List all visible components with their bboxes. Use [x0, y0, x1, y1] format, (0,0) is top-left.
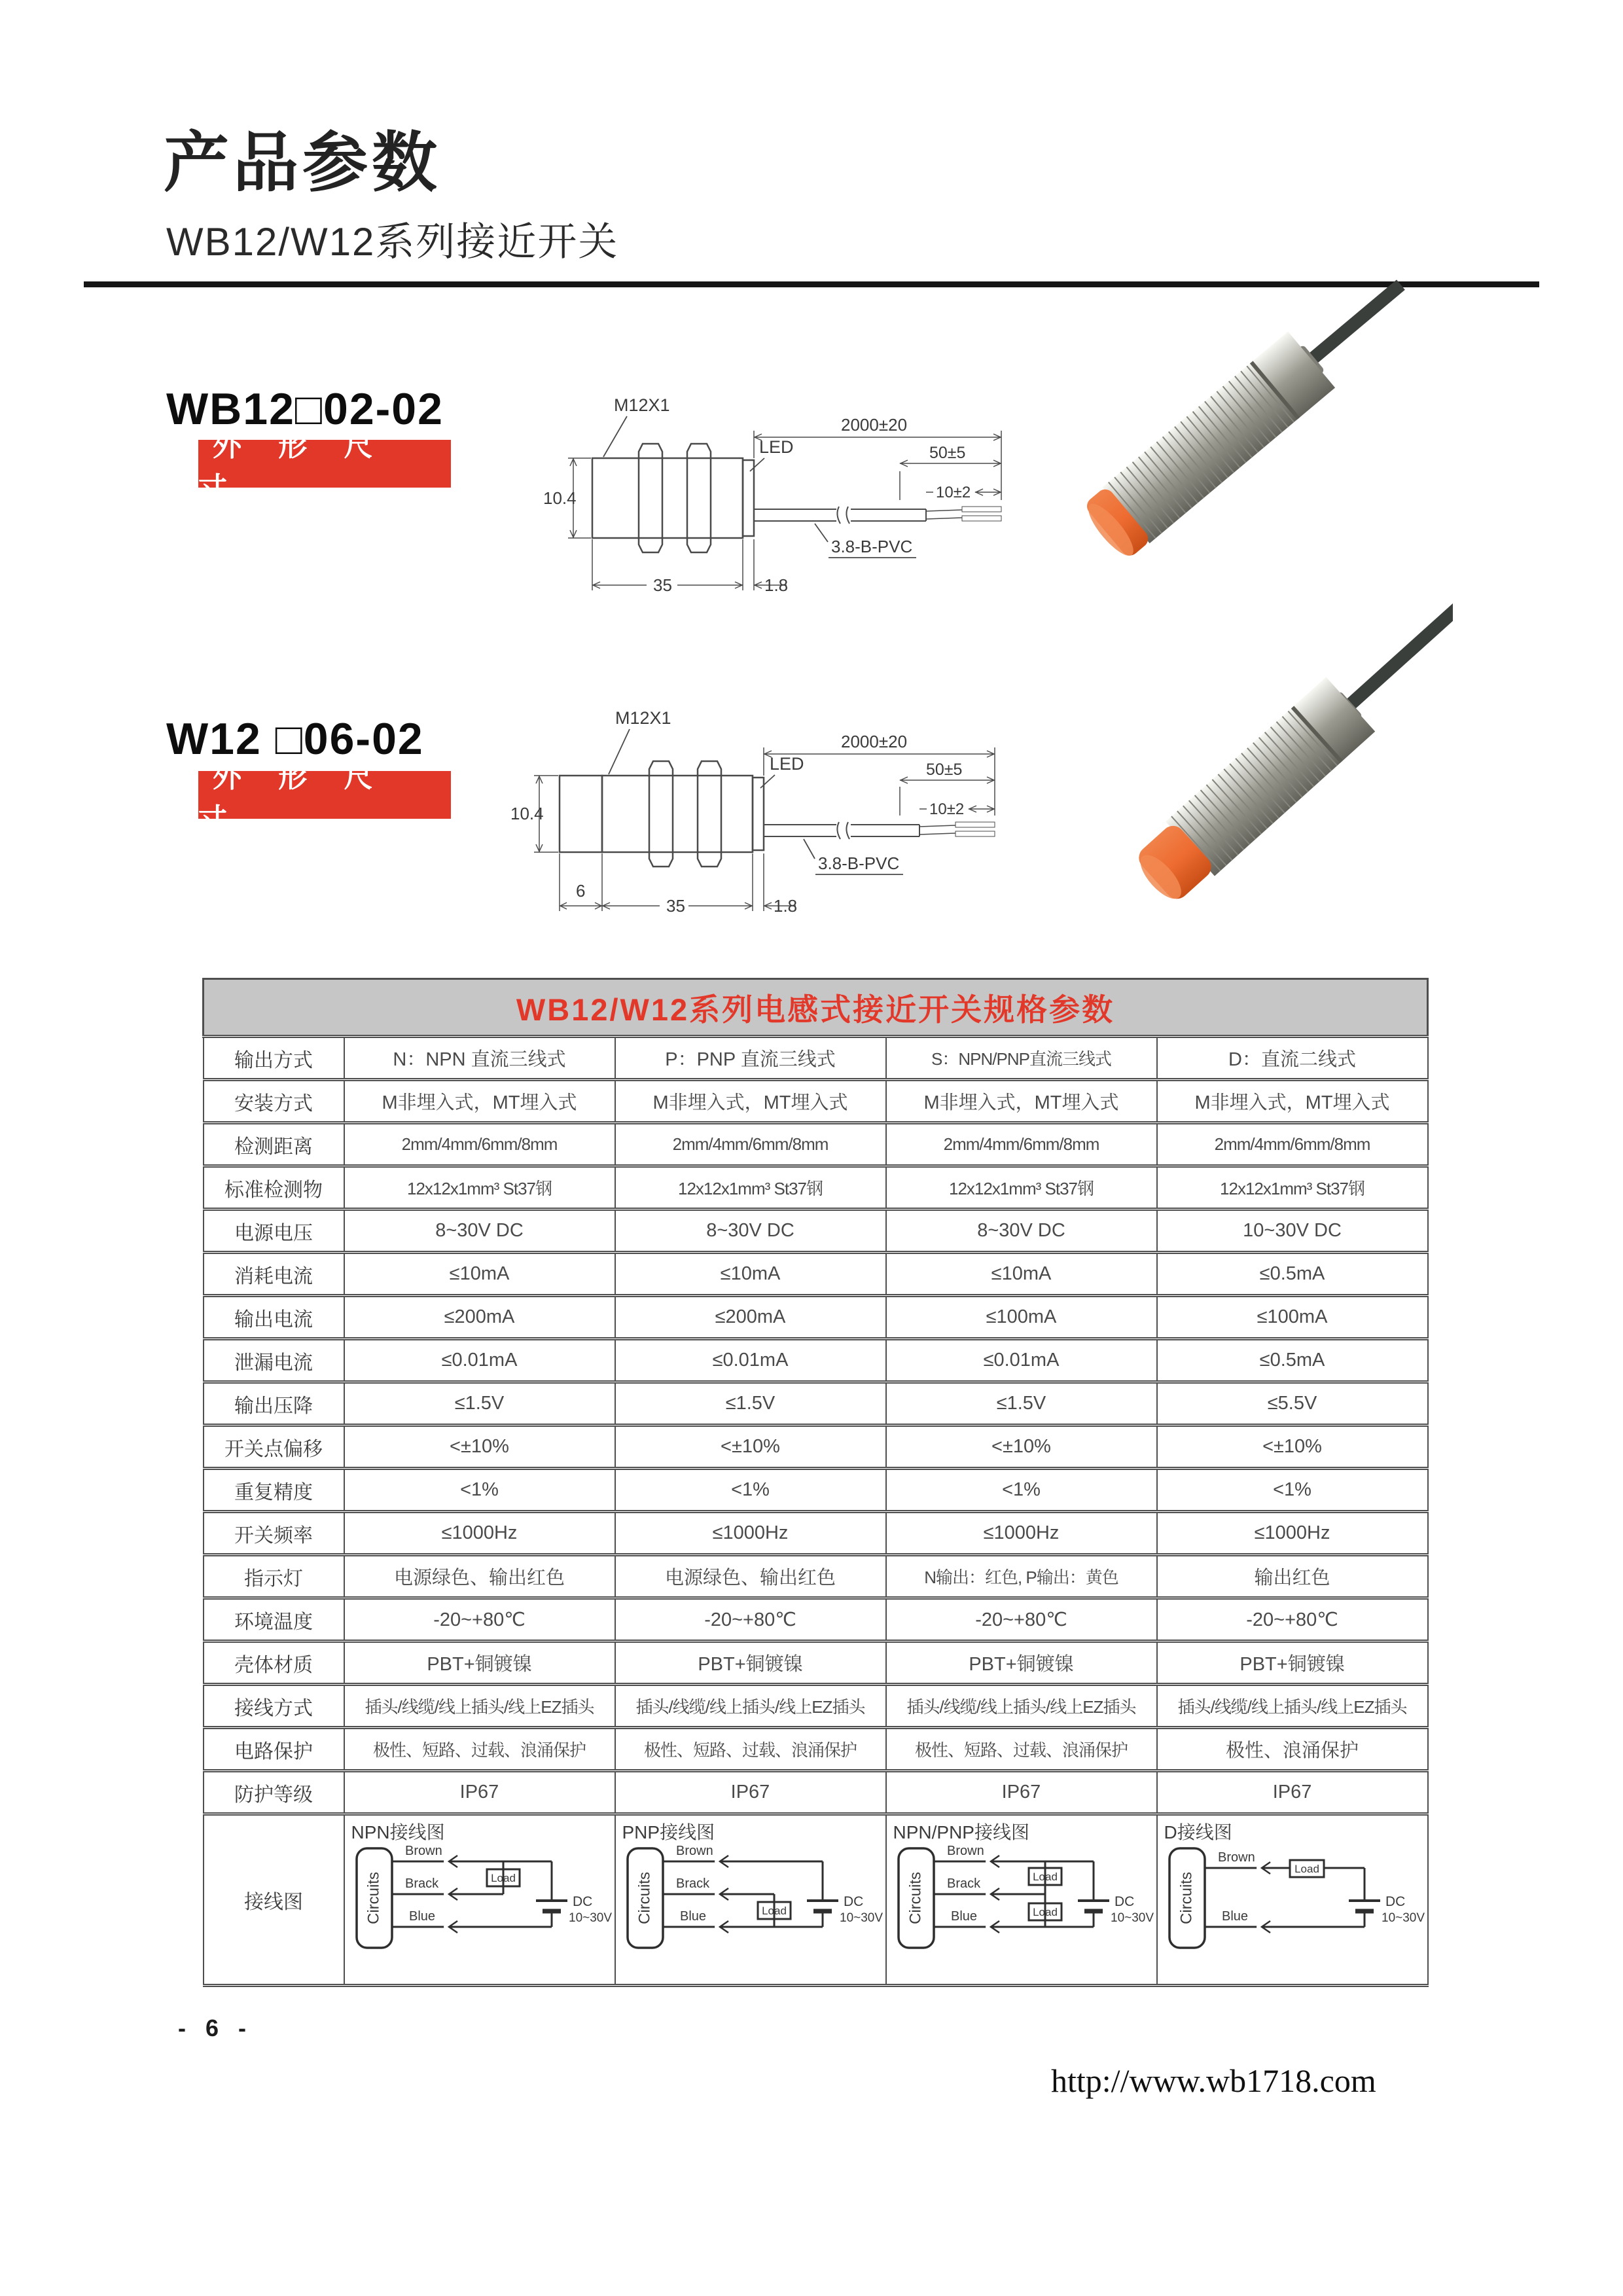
- svg-text:DC: DC: [572, 1894, 592, 1909]
- wire-length-dim: 50±5: [929, 444, 966, 462]
- wiring-cell-pnp: [615, 1814, 886, 1986]
- svg-text:Blue: Blue: [1221, 1909, 1248, 1924]
- svg-text:Brown: Brown: [675, 1844, 713, 1858]
- cable-length-dim: 2000±20: [841, 732, 908, 751]
- spec-table: [202, 978, 1429, 1987]
- spec-row: [204, 1210, 1428, 1253]
- svg-text:DC: DC: [1385, 1894, 1405, 1909]
- led-label: LED: [759, 437, 794, 457]
- spec-row: [204, 1641, 1428, 1685]
- spec-cell: -20~+80℃: [886, 1598, 1157, 1641]
- wiring-title-d: D接线图: [1164, 1822, 1232, 1842]
- spec-cell: <±10%: [344, 1426, 615, 1469]
- spec-row-label: 标准检测物: [204, 1166, 344, 1210]
- spec-row: [204, 1426, 1428, 1469]
- model-code-w12: W12 □06-02: [166, 714, 424, 764]
- spec-cell: 8~30V DC: [344, 1210, 615, 1253]
- spec-row-label: 检测距离: [204, 1123, 344, 1166]
- svg-text:Load: Load: [490, 1872, 516, 1884]
- wiring-row: [204, 1814, 1428, 1986]
- spec-cell: ≤10mA: [615, 1253, 886, 1296]
- spec-cell: 极性、短路、过载、浪涌保护: [344, 1728, 615, 1771]
- svg-text:Circuits: Circuits: [906, 1871, 924, 1925]
- svg-text:Brown: Brown: [946, 1844, 984, 1858]
- spec-table-title-row: [204, 979, 1428, 1037]
- spec-cell: IP67: [1157, 1771, 1428, 1814]
- page-title: 产品参数: [164, 126, 441, 200]
- spec-cell: ≤200mA: [615, 1296, 886, 1339]
- wiring-cell-npn-pnp: [886, 1814, 1157, 1986]
- svg-text:Load: Load: [1032, 1871, 1058, 1883]
- spec-cell: -20~+80℃: [1157, 1598, 1428, 1641]
- cable-length-dim: 2000±20: [841, 415, 908, 435]
- body-length-dim: 35: [666, 896, 685, 916]
- cable-spec-label: 3.8-B-PVC: [818, 853, 900, 873]
- svg-text:Circuits: Circuits: [364, 1871, 382, 1925]
- spec-row: [204, 1382, 1428, 1426]
- body-length-dim: 35: [653, 575, 672, 595]
- spec-cell: ≤100mA: [1157, 1296, 1428, 1339]
- spec-cell: M非埋入式，MT埋入式: [615, 1080, 886, 1123]
- spec-cell: 2mm/4mm/6mm/8mm: [886, 1123, 1157, 1166]
- svg-text:Blue: Blue: [679, 1909, 706, 1924]
- spec-row: [204, 1253, 1428, 1296]
- svg-text:DC: DC: [843, 1894, 863, 1909]
- svg-text:Circuits: Circuits: [1177, 1871, 1195, 1925]
- spec-cell: 插头/线缆/线上插头/线上EZ插头: [615, 1685, 886, 1728]
- spec-cell: 极性、浪涌保护: [1157, 1728, 1428, 1771]
- svg-text:10~30V: 10~30V: [839, 1911, 883, 1925]
- spec-row: [204, 1037, 1428, 1080]
- spec-row: [204, 1339, 1428, 1382]
- svg-text:Load: Load: [1032, 1906, 1058, 1918]
- spec-cell: <±10%: [615, 1426, 886, 1469]
- svg-text:Brack: Brack: [675, 1876, 709, 1891]
- spec-cell: D：直流二线式: [1157, 1037, 1428, 1080]
- spec-cell: M非埋入式，MT埋入式: [344, 1080, 615, 1123]
- wiring-cell-d: [1157, 1814, 1428, 1986]
- spec-table-title: WB12/W12系列电感式接近开关规格参数: [204, 979, 1428, 1037]
- diameter-dim: 10.4: [543, 488, 577, 508]
- spec-row-label: 指示灯: [204, 1555, 344, 1598]
- wiring-diagram-npn: [349, 1844, 612, 1979]
- spec-row-label: 电源电压: [204, 1210, 344, 1253]
- dimension-drawing-w12: [510, 681, 1008, 924]
- spec-cell: IP67: [615, 1771, 886, 1814]
- spec-row: [204, 1771, 1428, 1814]
- spec-cell: ≤200mA: [344, 1296, 615, 1339]
- spec-cell: ≤1000Hz: [886, 1512, 1157, 1555]
- spec-cell: S：NPN/PNP直流三线式: [886, 1037, 1157, 1080]
- svg-text:Brack: Brack: [946, 1876, 980, 1891]
- wiring-title-npn-pnp: NPN/PNP接线图: [893, 1822, 1029, 1842]
- spec-cell: PBT+铜镀镍: [344, 1641, 615, 1685]
- spec-cell: PBT+铜镀镍: [615, 1641, 886, 1685]
- spec-cell: PBT+铜镀镍: [886, 1641, 1157, 1685]
- cable-spec-label: 3.8-B-PVC: [831, 537, 913, 556]
- product-photo-w12: [1060, 550, 1453, 982]
- spec-cell: ≤100mA: [886, 1296, 1157, 1339]
- spec-row-label: 安装方式: [204, 1080, 344, 1123]
- spec-row-label: 电路保护: [204, 1728, 344, 1771]
- spec-cell: 2mm/4mm/6mm/8mm: [615, 1123, 886, 1166]
- spec-cell: 电源绿色、输出红色: [615, 1555, 886, 1598]
- wiring-row-label: 接线图: [204, 1814, 344, 1986]
- spec-cell: 插头/线缆/线上插头/线上EZ插头: [344, 1685, 615, 1728]
- spec-cell: 2mm/4mm/6mm/8mm: [1157, 1123, 1428, 1166]
- cap-length-dim: 1.8: [774, 896, 798, 916]
- svg-text:Blue: Blue: [950, 1909, 977, 1924]
- spec-cell: 12x12x1mm³ St37钢: [886, 1166, 1157, 1210]
- svg-text:10~30V: 10~30V: [568, 1911, 612, 1925]
- diameter-dim: 10.4: [510, 804, 544, 823]
- svg-text:DC: DC: [1114, 1894, 1134, 1909]
- spec-cell: <1%: [615, 1469, 886, 1512]
- strip-length-dim: 10±2: [929, 800, 965, 818]
- spec-row: [204, 1166, 1428, 1210]
- spec-cell: 电源绿色、输出红色: [344, 1555, 615, 1598]
- spec-cell: ≤1000Hz: [344, 1512, 615, 1555]
- spec-cell: 12x12x1mm³ St37钢: [615, 1166, 886, 1210]
- svg-text:10~30V: 10~30V: [1381, 1911, 1425, 1925]
- spec-cell: ≤1.5V: [615, 1382, 886, 1426]
- page-number: - 6 -: [178, 2015, 253, 2041]
- thread-dim-label: M12X1: [614, 395, 670, 415]
- spec-cell: ≤1000Hz: [1157, 1512, 1428, 1555]
- led-label: LED: [770, 754, 804, 774]
- spec-cell: 8~30V DC: [886, 1210, 1157, 1253]
- spec-cell: 极性、短路、过载、浪涌保护: [886, 1728, 1157, 1771]
- spec-row-label: 泄漏电流: [204, 1339, 344, 1382]
- wiring-diagram-pnp: [620, 1844, 883, 1979]
- spec-cell: 8~30V DC: [615, 1210, 886, 1253]
- strip-length-dim: 10±2: [936, 484, 971, 501]
- spec-cell: P：PNP 直流三线式: [615, 1037, 886, 1080]
- spec-cell: ≤10mA: [886, 1253, 1157, 1296]
- spec-cell: 输出红色: [1157, 1555, 1428, 1598]
- spec-row-label: 壳体材质: [204, 1641, 344, 1685]
- spec-cell: 12x12x1mm³ St37钢: [344, 1166, 615, 1210]
- model-code-wb12: WB12□02-02: [166, 384, 444, 434]
- spec-cell: 2mm/4mm/6mm/8mm: [344, 1123, 615, 1166]
- spec-cell: M非埋入式，MT埋入式: [886, 1080, 1157, 1123]
- thread-dim-label: M12X1: [615, 708, 671, 728]
- spec-cell: ≤1.5V: [344, 1382, 615, 1426]
- spec-row-label: 防护等级: [204, 1771, 344, 1814]
- svg-text:Load: Load: [761, 1905, 787, 1917]
- spec-cell: -20~+80℃: [615, 1598, 886, 1641]
- spec-cell: ≤0.5mA: [1157, 1253, 1428, 1296]
- cap-length-dim: 1.8: [764, 575, 789, 595]
- spec-cell: 插头/线缆/线上插头/线上EZ插头: [886, 1685, 1157, 1728]
- spec-cell: ≤0.01mA: [615, 1339, 886, 1382]
- spec-row: [204, 1598, 1428, 1641]
- spec-cell: ≤1.5V: [886, 1382, 1157, 1426]
- spec-cell: ≤0.01mA: [886, 1339, 1157, 1382]
- spec-cell: <1%: [886, 1469, 1157, 1512]
- svg-text:Brown: Brown: [1217, 1850, 1255, 1865]
- spec-cell: PBT+铜镀镍: [1157, 1641, 1428, 1685]
- spec-cell: -20~+80℃: [344, 1598, 615, 1641]
- svg-text:Blue: Blue: [408, 1909, 435, 1924]
- spec-cell: 插头/线缆/线上插头/线上EZ插头: [1157, 1685, 1428, 1728]
- spec-row-label: 开关点偏移: [204, 1426, 344, 1469]
- dimension-badge-w12: 外 形 尺 寸: [198, 771, 451, 819]
- wiring-title-pnp: PNP接线图: [622, 1822, 715, 1842]
- spec-cell: ≤10mA: [344, 1253, 615, 1296]
- spec-cell: <1%: [344, 1469, 615, 1512]
- spec-row-label: 消耗电流: [204, 1253, 344, 1296]
- spec-cell: 10~30V DC: [1157, 1210, 1428, 1253]
- spec-cell: IP67: [344, 1771, 615, 1814]
- spec-row-label: 输出压降: [204, 1382, 344, 1426]
- spec-row-label: 接线方式: [204, 1685, 344, 1728]
- spec-row-label: 输出方式: [204, 1037, 344, 1080]
- spec-cell: <1%: [1157, 1469, 1428, 1512]
- spec-row: [204, 1123, 1428, 1166]
- spec-cell: N输出：红色, P输出：黄色: [886, 1555, 1157, 1598]
- svg-text:Circuits: Circuits: [635, 1871, 653, 1925]
- spec-cell: ≤5.5V: [1157, 1382, 1428, 1426]
- spec-row: [204, 1685, 1428, 1728]
- spec-cell: M非埋入式，MT埋入式: [1157, 1080, 1428, 1123]
- spec-row: [204, 1728, 1428, 1771]
- wiring-cell-npn: [344, 1814, 615, 1986]
- spec-cell: 12x12x1mm³ St37钢: [1157, 1166, 1428, 1210]
- page-subtitle: WB12/W12系列接近开关: [166, 220, 619, 264]
- svg-text:Brown: Brown: [404, 1844, 442, 1858]
- spec-row-label: 输出电流: [204, 1296, 344, 1339]
- wiring-title-npn: NPN接线图: [351, 1822, 445, 1842]
- spec-cell: <±10%: [886, 1426, 1157, 1469]
- dimension-drawing-wb12: [543, 360, 1008, 603]
- dimension-badge-wb12: 外 形 尺 寸: [198, 440, 451, 488]
- spec-row: [204, 1555, 1428, 1598]
- spec-cell: <±10%: [1157, 1426, 1428, 1469]
- tip-length-dim: 6: [576, 881, 586, 901]
- spec-cell: ≤1000Hz: [615, 1512, 886, 1555]
- spec-cell: N：NPN 直流三线式: [344, 1037, 615, 1080]
- spec-cell: ≤0.5mA: [1157, 1339, 1428, 1382]
- spec-cell: 极性、短路、过载、浪涌保护: [615, 1728, 886, 1771]
- spec-row-label: 重复精度: [204, 1469, 344, 1512]
- wiring-diagram-d: [1162, 1844, 1425, 1979]
- spec-row: [204, 1469, 1428, 1512]
- svg-text:10~30V: 10~30V: [1110, 1911, 1154, 1925]
- wiring-diagram-npn-pnp: [891, 1844, 1154, 1979]
- spec-row: [204, 1512, 1428, 1555]
- spec-row-label: 环境温度: [204, 1598, 344, 1641]
- spec-row-label: 开关频率: [204, 1512, 344, 1555]
- spec-cell: IP67: [886, 1771, 1157, 1814]
- spec-cell: ≤0.01mA: [344, 1339, 615, 1382]
- svg-text:Brack: Brack: [404, 1876, 438, 1891]
- wire-length-dim: 50±5: [926, 761, 963, 779]
- spec-row: [204, 1296, 1428, 1339]
- svg-text:Load: Load: [1294, 1863, 1319, 1875]
- spec-row: [204, 1080, 1428, 1123]
- website-url: http://www.wb1718.com: [1051, 2062, 1376, 2099]
